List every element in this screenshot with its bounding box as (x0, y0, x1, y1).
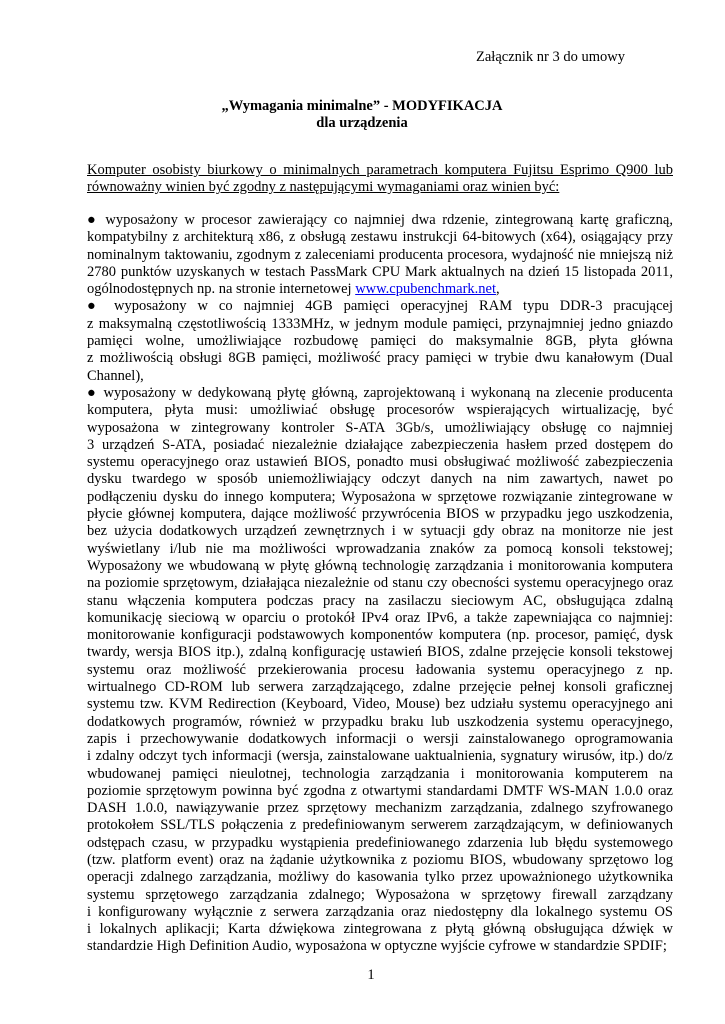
intro-line-1: Komputer osobisty biurkowy o minimalnych parametrach komputera Fujitsu Esprimo Q900 lub (87, 162, 673, 178)
text-line: na poziomie sprzętowym, działająca niezależnie od stanu czy obecności systemu operacyjnego oraz (87, 575, 673, 592)
requirement-cpu (87, 212, 673, 298)
text-line: i konfigurowany wyłącznie z serwera zarządzania oraz niedostępny dla lokalnego systemu OS (87, 903, 673, 920)
text-line: Wyposażony we wbudowaną w płytę główną technologię zarządzania i monitorowania komputera (87, 557, 673, 574)
text-line: (tzw. platform event) oraz na żądanie użytkownika z poziomu BIOS, wbudowany sprzętowo log (87, 851, 673, 868)
text-line: poziomie sprzętowym powinna być zgodna z otwartymi standardami DMTF WS-MAN 1.0.0 oraz (87, 782, 673, 799)
text-line: ● wyposażony w dedykowaną płytę główną, zaprojektowaną i wykonaną na zlecenie producenta (87, 384, 673, 401)
document-page (87, 0, 673, 1024)
title-line-2: dla urządzenia (316, 115, 408, 131)
text-line: monitorowanie konfiguracji podstawowych komponentów komputera (np. procesor, pamięć, dysk (87, 627, 673, 644)
cpubenchmark-link[interactable]: www.cpubenchmark.net (355, 281, 496, 298)
text-line: systemu sprzętowego zarządzania zdalnego; Wyposażona w sprzętowy firewall zarządzany (87, 886, 673, 903)
text-line: z maksymalną częstotliwością 1333MHz, w jednym module pamięci, przynajmniej jedno gniazdo (87, 315, 673, 332)
intro-line-2: równoważny winien być zgodny z następującymi wymaganiami oraz winien być: (87, 179, 560, 195)
text-line: komputera, płyta musi: umożliwiać obsługę procesorów wspierających wirtualizację, być (87, 402, 673, 419)
text-line: wbudowanej pamięci nieulotnej, technologia zarządzania i monitorowania komputerem na (87, 765, 673, 782)
text-line: komunikację sieciową w oparciu o protokół IPv4 oraz IPv6, a także zapewniająca co najmniej: (87, 609, 673, 626)
text-line: systemu operacyjnego oraz ustawień BIOS, ponadto musi obsługiwać możliwość zabezpieczenia (87, 454, 673, 471)
text-line (87, 281, 673, 298)
text-line: ● wyposażony w co najmniej 4GB pamięci operacyjnej RAM typu DDR-3 pracującej (87, 298, 673, 315)
text-line: wyświetlany i/lub nie ma możliwości wprowadzania znaków za pomocą konsoli tekstowej; (87, 540, 673, 557)
title-line-1: „Wymagania minimalne” - MODYFIKACJA (221, 98, 503, 114)
text-line: systemu tzw. KVM Redirection (Keyboard, Video, Mouse) bez udziału systemu operacyjnego ani (87, 696, 673, 713)
text-line: dodatkowych programów, również w przypadku braku lub uszkodzenia systemu operacyjnego, (87, 713, 673, 730)
intro-paragraph (87, 162, 673, 196)
text-line: Channel), (87, 367, 144, 384)
text-line: i zdalny odczyt tych informacji (wersja, zainstalowane uaktualnienia, sygnatury wirusów, itp.) do/z (87, 748, 673, 765)
text-line: wirtualnego CD-ROM lub serwera zarządzającego, zdalne przejęcie pełnej konsoli graficznej (87, 679, 673, 696)
annex-header: Załącznik nr 3 do umowy (476, 49, 625, 65)
text-line: twardy, wersja BIOS itp.), zdalną konfigurację ustawień BIOS, zdalne przejęcie konsoli tekstowej (87, 644, 673, 661)
text-line: stanu włączenia komputera podczas pracy na zasilaczu sieciowym AC, obsługująca zdalną (87, 592, 673, 609)
text-line: operacji zdalnego zarządzania, możliwy do kasowania tylko przez upoważnionego użytkownika (87, 869, 673, 886)
text-line: i lokalnych aplikacji; Karta dźwiękowa zintegrowana z płytą główną obsługująca dźwięk w (87, 921, 673, 938)
text-line: dysku twardego w sposób uniemożliwiający odczyt danych na nim zawartych, nawet po (87, 471, 673, 488)
text-line: systemu oraz możliwość przekierowania procesu ładowania systemu operacyjnego z np. (87, 661, 673, 678)
text-line: bez użycia dodatkowych urządzeń zewnętrznych i w sytuacji gdy obraz na monitorze nie jest (87, 523, 673, 540)
text-line: 2780 punktów uzyskanych w testach PassMark CPU Mark aktualnych na dzień 15 listopada 2011, (87, 263, 673, 280)
text-line: nominalnym taktowaniu, zgodnym z zaleceniami producenta procesora, wydajność nie mniejszą niż (87, 246, 673, 263)
page-number: 1 (367, 967, 375, 983)
text-line: 3 urządzeń S-ATA, posiadać niezależnie działające zabezpieczenia hasłem przed dostępem do (87, 436, 673, 453)
text-fragment: , (496, 281, 500, 298)
text-line: odstępach czasu, w przypadku wystąpienia predefiniowanego zdarzenia lub błędu systemowego (87, 834, 673, 851)
requirement-motherboard (87, 385, 673, 956)
text-line: podłączeniu dysku do innego komputera; Wyposażona w sprzętowe rozwiązanie zintegrowane w (87, 488, 673, 505)
requirements-body (87, 212, 673, 956)
text-line: wyposażona w zintegrowany kontroler S-ATA 3Gb/s, umożliwiający obsługę co najmniej (87, 419, 673, 436)
requirement-ram (87, 298, 673, 384)
text-line: płycie głównej komputera, dające możliwość przywrócenia BIOS w przypadku jego uszkodzenia, (87, 506, 673, 523)
text-line: zapis i przechowywanie dodatkowych informacji o wersji zainstalowanego oprogramowania (87, 730, 673, 747)
text-line: DASH 1.0.0, nawiązywanie przez sprzętowy mechanizm zarządzania, zdalnego szyfrowanego (87, 800, 673, 817)
text-line: pamięci wolne, umożliwiające rozbudowę pamięci do maksymalnie 8GB, płyta główna (87, 333, 673, 350)
text-line: kompatybilny z architekturą x86, z obsługą zestawu instrukcji 64-bitowych (x64), osiągający przy (87, 229, 673, 246)
text-line: z możliwością obsługi 8GB pamięci, możliwość pracy pamięci w trybie dwu kanałowym (Dual (87, 350, 673, 367)
text-fragment: ogólnodostępnych np. na stronie internetowej (87, 281, 356, 298)
text-line: ● wyposażony w procesor zawierający co najmniej dwa rdzenie, zintegrowaną kartę graficzną, (87, 212, 673, 228)
text-line: protokołem SSL/TLS połączenia z predefiniowanym serwerem zarządzającym, w definiowanych (87, 817, 673, 834)
document-title (87, 98, 637, 132)
text-line: standardzie High Definition Audio, wyposażona w optyczne wyjście cyfrowe w standardzie SPDIF; (87, 938, 667, 955)
